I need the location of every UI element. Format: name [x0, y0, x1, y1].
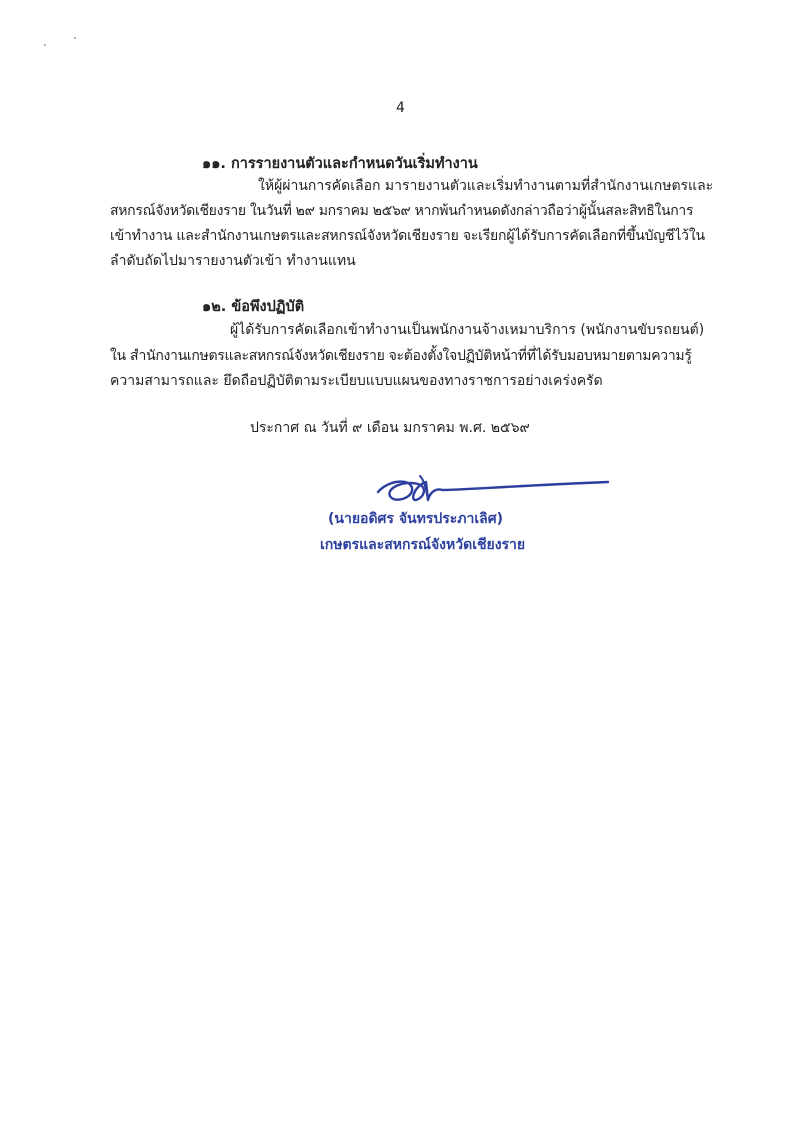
section-11-line: ลำดับถัดไปมารายงานตัวเข้า ทำงานแทน — [110, 253, 356, 269]
section-11-heading: ๑๑. การรายงานตัวและกำหนดวันเริ่มทำงาน — [202, 156, 478, 172]
section-12-heading: ๑๒. ข้อพึงปฏิบัติ — [202, 299, 305, 315]
section-11-line: สหกรณ์จังหวัดเชียงราย ในวันที่ ๒๙ มกราคม ๒๕๖๙ หากพ้นกำหนดดังกล่าวถือว่าผู้นั้นสละสิทธิในการ — [110, 203, 694, 219]
section-11-line: ให้ผู้ผ่านการคัดเลือก มารายงานตัวและเริ่มทำงานตามที่สำนักงานเกษตรและ — [258, 178, 714, 194]
signer-title: เกษตรและสหกรณ์จังหวัดเชียงราย — [320, 537, 526, 553]
section-12-line: ผู้ได้รับการคัดเลือกเข้าทำงานเป็นพนักงานจ้างเหมาบริการ (พนักงานขับรถยนต์) — [230, 322, 705, 338]
page-number: 4 — [396, 100, 405, 116]
signer-name: (นายอดิศร จันทรประภาเลิศ) — [328, 511, 503, 527]
section-12-line: ความสามารถและ ยึดถือปฏิบัติตามระเบียบแบบแผนของทางราชการอย่างเคร่งครัด — [110, 373, 603, 389]
section-11-line: เข้าทำงาน และสำนักงานเกษตรและสหกรณ์จังหวัดเชียงราย จะเรียกผู้ได้รับการคัดเลือกที่ขึ้นบัญชีไว้ใน — [110, 228, 705, 244]
announcement-date: ประกาศ ณ วันที่ ๙ เดือน มกราคม พ.ศ. ๒๕๖๙ — [250, 420, 530, 436]
section-12-line: ใน สำนักงานเกษตรและสหกรณ์จังหวัดเชียงราย จะต้องตั้งใจปฏิบัติหน้าที่ที่ได้รับมอบหมายตามความรู้ — [110, 348, 692, 364]
scan-speck — [74, 37, 76, 39]
scan-speck — [44, 44, 46, 46]
handwritten-signature — [370, 470, 610, 510]
